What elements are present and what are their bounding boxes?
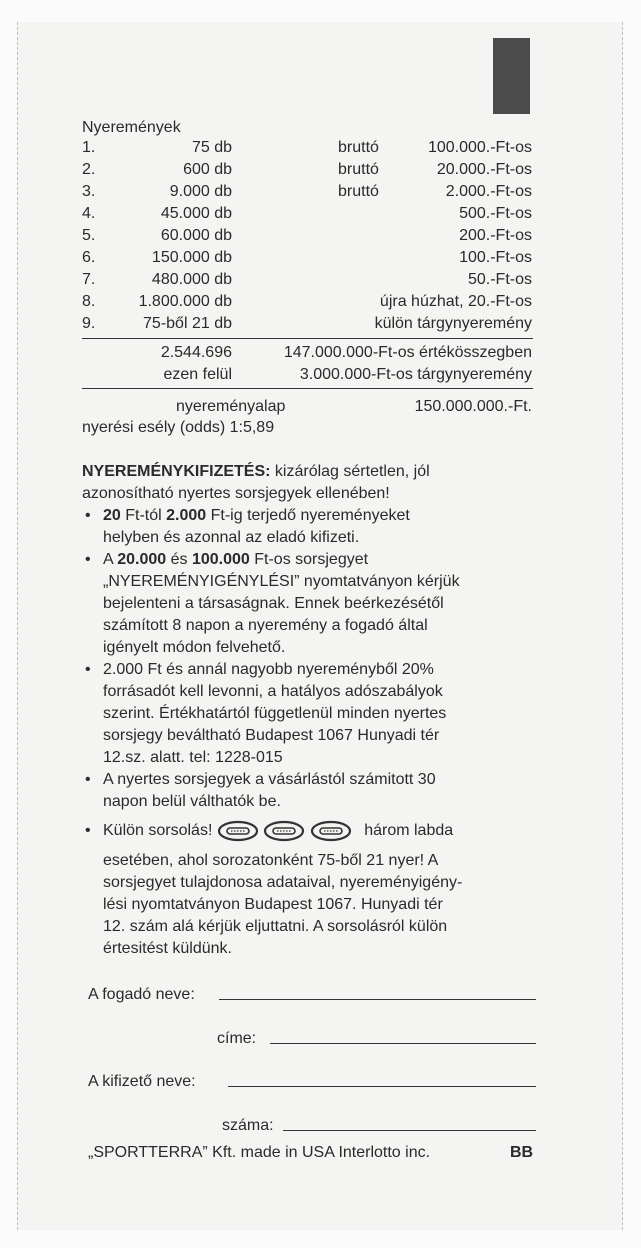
- footer-code: BB: [510, 1144, 534, 1161]
- number-line[interactable]: [283, 1130, 536, 1131]
- divider: [82, 388, 533, 389]
- prize-number: 5.: [82, 227, 96, 244]
- prize-count: 480.000 db: [151, 271, 232, 288]
- bullet-icon: •: [85, 822, 91, 839]
- prize-count: 150.000 db: [151, 249, 232, 266]
- prize-amount: 2.000.-Ft-os: [445, 183, 532, 200]
- black-marker-block: [493, 38, 530, 114]
- prize-amount: 200.-Ft-os: [459, 227, 532, 244]
- prize-amount: 50.-Ft-os: [467, 271, 532, 288]
- bullet-2: A 20.000 és 100.000 Ft-os sorsjegyet „NYEREMÉNYIGÉNYLÉSI” nyomtatványon kérjük bejelenteni a társaságnak. Ennek beérkezésétől számított 8 napon a nyeremény a fogadó által igényelt módon felvehető.: [103, 551, 460, 656]
- bullet-5: esetében, ahol sorozatonként 75-ből 21 nyer! A sorsjegyet tulajdonosa adataival, nyereményigény- lési nyomtatványon Budapest 1067. Hunyadi tér 12. szám alá kérjük eljuttatni. A sorsolásról külön értesitést küldünk.: [103, 852, 463, 957]
- payout-intro-line2: azonosítható nyertes sorsjegyek ellenében!: [82, 485, 390, 502]
- prize-amount: 100.-Ft-os: [459, 249, 532, 266]
- total-count: 2.544.696: [160, 344, 232, 361]
- prize-count: 1.800.000 db: [138, 293, 232, 310]
- address-label: címe:: [217, 1030, 257, 1047]
- bullet-3: 2.000 Ft és annál nagyobb nyereményből 20% forrásadót kell levonni, a hatályos adószabályok szerint. Értékhatártól függetlenül minden nyertes sorsjegy beváltható Budapest 1067 Hunyadi tér 12.sz. alatt. tel: 1228-015: [103, 661, 447, 766]
- payer-name-line[interactable]: [228, 1086, 536, 1087]
- prize-count: 75 db: [191, 139, 232, 156]
- payout-intro: [82, 462, 430, 482]
- prize-count: 60.000 db: [160, 227, 232, 244]
- bullet-icon: •: [85, 507, 91, 524]
- extra-label: ezen felül: [163, 366, 232, 383]
- prize-number: 4.: [82, 205, 96, 222]
- player-name-label: A fogadó neve:: [88, 986, 195, 1003]
- prize-number: 3.: [82, 183, 96, 200]
- football-icon: [217, 820, 259, 842]
- prize-amount: újra húzhat, 20.-Ft-os: [379, 293, 532, 310]
- football-icon: [263, 820, 305, 842]
- bullet-icon: •: [85, 771, 91, 788]
- divider: [82, 338, 533, 339]
- prize-count: 75-ből 21 db: [143, 315, 232, 332]
- payout-intro-text: kizárólag sértetlen, jól: [274, 463, 430, 480]
- payout-heading: NYEREMÉNYKIFIZETÉS:: [82, 463, 271, 480]
- prize-amount: 20.000.-Ft-os: [436, 161, 532, 178]
- prize-number: 8.: [82, 293, 96, 310]
- prize-amount: 100.000.-Ft-os: [427, 139, 532, 156]
- prize-count: 600 db: [183, 161, 232, 178]
- football-icon: [310, 820, 352, 842]
- prize-gross-label: bruttó: [338, 161, 379, 178]
- prize-number: 7.: [82, 271, 96, 288]
- total-value: 147.000.000-Ft-os értékösszegben: [283, 344, 532, 361]
- number-label: száma:: [222, 1117, 274, 1134]
- player-name-line[interactable]: [219, 999, 536, 1000]
- prize-amount: 500.-Ft-os: [459, 205, 532, 222]
- prize-gross-label: bruttó: [338, 183, 379, 200]
- address-line[interactable]: [270, 1043, 536, 1044]
- prize-amount: külön tárgynyeremény: [374, 315, 532, 332]
- footer-text: „SPORTTERRA” Kft. made in USA Interlotto inc.: [88, 1144, 431, 1161]
- prize-gross-label: bruttó: [338, 139, 379, 156]
- prize-number: 2.: [82, 161, 96, 178]
- prizes-title: Nyeremények: [82, 119, 181, 136]
- separate-draw-line: Külön sorsolás! három labda: [103, 820, 453, 842]
- prize-number: 1.: [82, 139, 96, 156]
- prize-count: 9.000 db: [169, 183, 232, 200]
- prize-number: 6.: [82, 249, 96, 266]
- fund-value: 150.000.000.-Ft.: [414, 398, 532, 415]
- bullet-4: A nyertes sorsjegyek a vásárlástól számitott 30 napon belül válthatók be.: [103, 771, 436, 810]
- prize-number: 9.: [82, 315, 96, 332]
- bullet-icon: •: [85, 661, 91, 678]
- payer-name-label: A kifizető neve:: [88, 1073, 196, 1090]
- prize-count: 45.000 db: [160, 205, 232, 222]
- bullet-icon: •: [85, 551, 91, 568]
- bullet-1: 20 Ft-tól 2.000 Ft-ig terjedő nyereményeket helyben és azonnal az eladó kifizeti.: [103, 507, 410, 546]
- odds: nyerési esély (odds) 1:5,89: [82, 419, 275, 436]
- fund-label: nyereményalap: [176, 398, 286, 415]
- extra-value: 3.000.000-Ft-os tárgynyeremény: [299, 366, 532, 383]
